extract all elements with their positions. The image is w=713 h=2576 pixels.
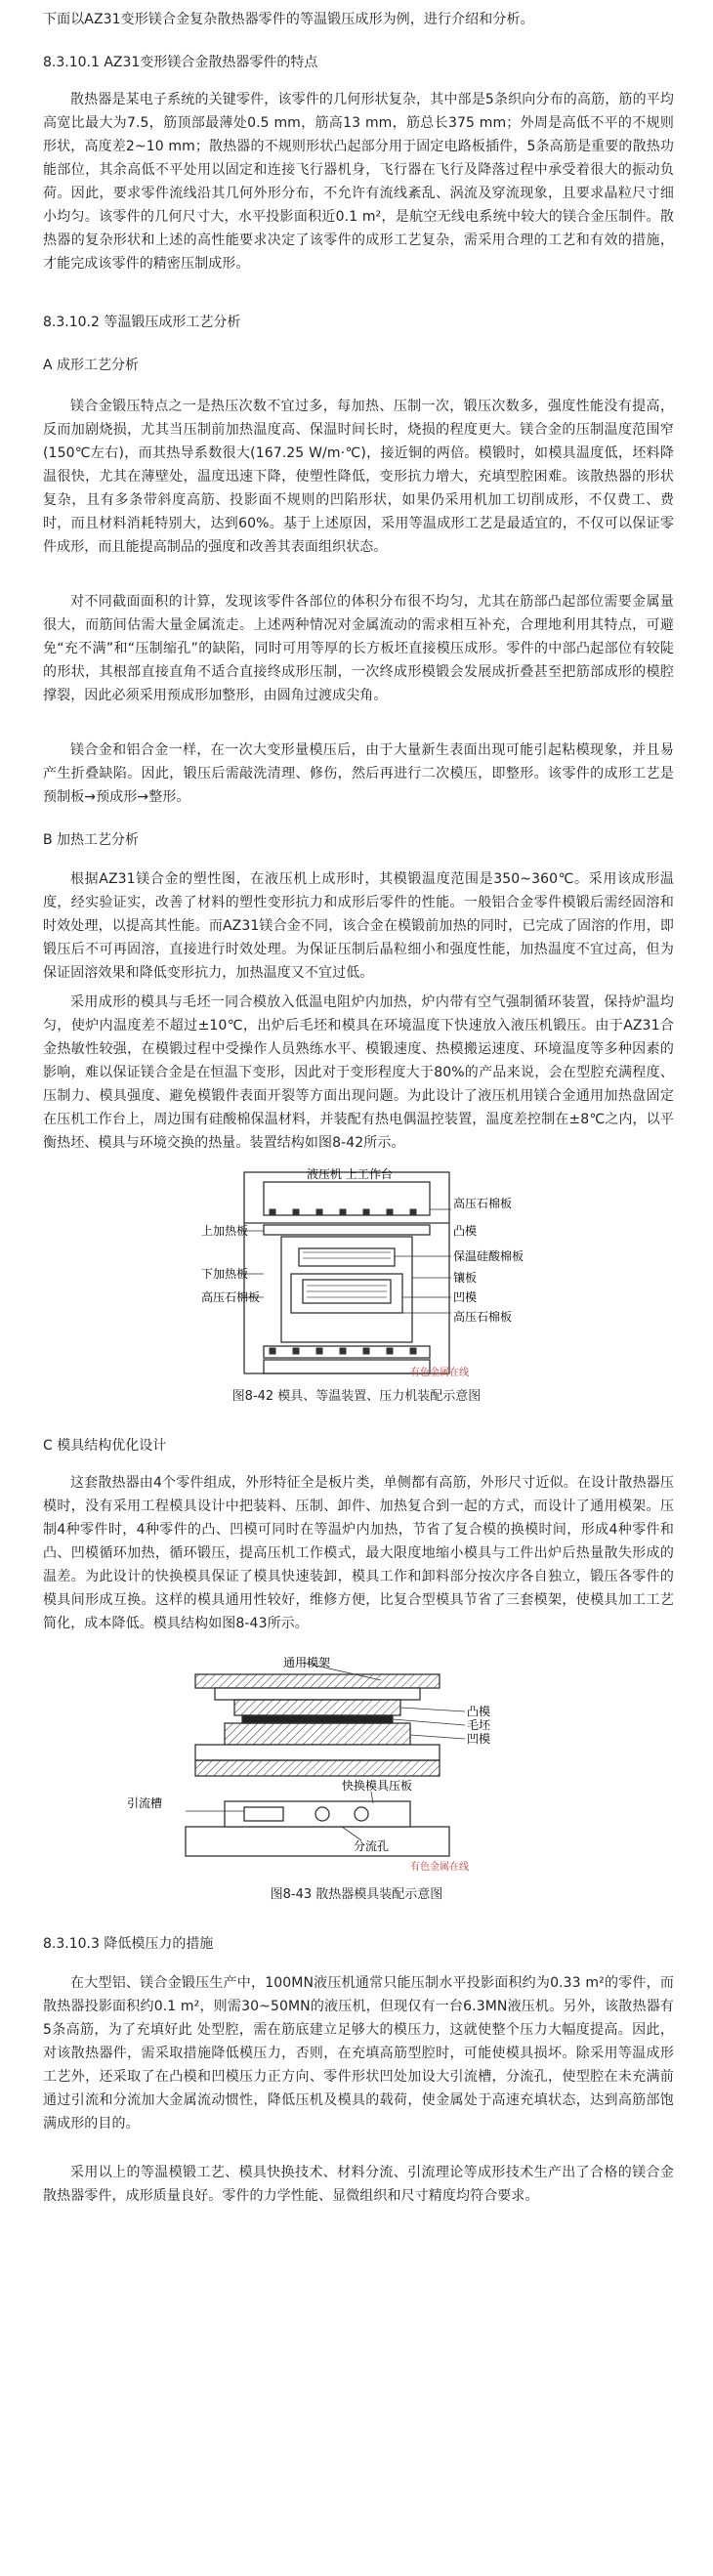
paragraph-forming-1: 镁合金锻压特点之一是热压次数不宜过多，每加热、压制一次，锻压次数多，强度性能没有提高，反而加剧烧损，尤其当压制前加热温度高、保温时间长时，烧损的程度更大。镁合金的压制温度范围窄(150℃左右)，而其热导系数很大(167.25 W/m·℃)，接近铜的两倍。模锻时，如模具温度低，坯料降温很快，尤其在薄壁处，温度迅速下降，使塑性降低，变形抗力增大，充填型腔困难。该散热器的形状复杂，且有多条带斜度高筋、投影面不规则的凹陷形状，如果仍采用机加工切削成形，不仅费工、费时，而且材料消耗特别大，达到60%。基于上述原因，采用等温成形工艺是最适宜的，不仅可以保证零件成形，而且能提高制品的强度和改善其表面组织状态。	[43, 399, 674, 555]
channel-groove	[244, 1807, 283, 1821]
paragraph-heating-1: 根据AZ31镁合金的塑性图，在液压机上成形时，其模锻温度范围是350~360℃。采用该成形温度，经实验证实，改善了材料的塑性变形抗力和成形后零件的性能。一般铝合金零件模锻后需经固溶和时效处理，以提高其性能。而AZ31镁合金不同，该合金在模锻前加热的同时，已完成了固溶的作用，即锻压后不可再固溶，直接进行时效处理。为保证压制后晶粒细小和强度性能，加热温度不宜过高，但为保证固溶效果和降低变形抗力，加热温度又不宜过低。	[43, 871, 674, 981]
paragraph-pressure-reduction: 在大型铝、镁合金锻压生产中，100MN液压机通常只能压制水平投影面积约为0.33 m²的零件，而散热器投影面积约0.1 m²，则需30~50MN的液压机，但现仅有一台6.3MN液压机。另外，该散热器有5条高筋，为了充填好此 处型腔，需在筋底建立足够大的模压力，这就使整个压力大幅度提高。因此，对该散热器件，需采取措施降低模压力，否则，在充填高筋型腔时，可能使模具损坏。除采用等温成形工艺外，还采取了在凸模和凹模压力正方向、零件形状凹处加设大引流槽，分流孔，使型腔在未充满前通过引流和分流加大金属流动惯性，降低压机及模具的载荷，使金属处于高速充填状态，达到高筋部饱满成形的目的。	[43, 1975, 674, 2132]
label-frame: 通用模架	[283, 1656, 331, 1669]
lower-platen	[264, 1360, 430, 1373]
subheading-heating-analysis: B 加热工艺分析	[43, 832, 140, 848]
section-heading-8-3-10-2: 8.3.10.2 等温锻压成形工艺分析	[43, 315, 241, 330]
paragraph-die-design: 这套散热器由4个零件组成，外形特征全是板片类，单侧都有高筋，外形尺寸近似。在设计散热器压模时，没有采用工程模具设计中把装料、压制、卸件、加热复合到一起的方式，而设计了通用模架。压制4种零件时，4种零件的凸、凹模可同时在等温炉内加热，节省了复合模的换模时间，形成4种零件和凸、凹模循环加热，循环锻压，提高压机工作模式，最大限度地缩小模具与工件出炉后热量散失形成的温差。为此设计的快换模具保证了模具快速装卸，模具工作和卸料部分按次序各自独立，锻压各零件的模具间形成互换。这样的模具通用性较好，维修方便，比复合型模具节省了三套模架，使模具加工工艺简化，成本降低。模具结构如图8-43所示。	[43, 1475, 674, 1631]
label-lower-heat-plate: 下加热板	[201, 1267, 249, 1281]
label-asbestos-right: 高压石棉板	[453, 1310, 513, 1324]
section-heading-8-3-10-1: 8.3.10.1 AZ31变形镁合金散热器零件的特点	[43, 55, 318, 70]
label-blank: 毛坯	[467, 1718, 491, 1732]
press-frame-outline	[244, 1172, 449, 1373]
label-upper-heat-plate: 上加热板	[201, 1224, 249, 1238]
punch-part	[234, 1700, 400, 1715]
label-asbestos-left: 高压石棉板	[201, 1290, 261, 1304]
label-die-sleeve: 镶板	[453, 1271, 478, 1285]
intro-paragraph: 下面以AZ31变形镁合金复杂散热器零件的等温锻压成形为例，进行介绍和分析。	[43, 12, 534, 27]
paragraph-heating-2: 采用成形的模具与毛坯一同合模放入低温电阻炉内加热，炉内带有空气强制循环装置，保持炉温均匀，使炉内温度差不超过±10℃，出炉后毛坯和模具在环境温度下快速放入液压机锻压。由于AZ31合金热敏性较强，在模锻过程中受操作人员熟练水平、模锻速度、热模搬运速度、环境温度等多种因素的影响，难以保证镁合金是在恒温下变形，因此对于变形程度大于80%的产品来说，会在型腔充满程度、压制力、模具强度、避免模锻件表面开裂等方面出现问题。为此设计了液压机用镁合金通用加热盘固定在压机工作台上，周边围有硅酸棉保温材料，并装配有热电偶温控装置，温度差控制在±8℃之内，以平衡热坯、模具与环境交换的热量。装置结构如图8-42所示。	[43, 994, 674, 1151]
upper-frame-plate	[195, 1674, 440, 1688]
section-heading-8-3-10-3: 8.3.10.3 降低模压力的措施	[43, 1936, 214, 1952]
label-punch: 凸模	[453, 1224, 478, 1238]
figure-8-43-caption: 图8-43 散热器模具装配示意图	[270, 1887, 443, 1902]
label-press-top: 液压机 上工作台	[307, 1167, 393, 1181]
label-split-hole: 分流孔	[354, 1839, 390, 1853]
figure-8-42-die-assembly	[201, 1164, 524, 1383]
paragraph-forming-2: 对不同截面面积的计算，发现该零件各部位的体积分布很不均匀，尤其在筋部凸起部位需要金属量很大，而筋间估需大量金属流走。上述两种情况对金属流动的需求相互补充，合理地利用其特点，可避免“充不满”和“压制缩孔”的缺陷，同时可用等厚的长方板坯直接模压成形。零件的中部凸起部位有较陡的形状，其根部直接直角不适合直接终成形压制，一次终成形模锻会发展成折叠甚至把筋部成形的模腔撑裂，因此必须采用预成形加整形，由圆角过渡成尖角。	[43, 594, 674, 703]
subheading-die-design: C 模具结构优化设计	[43, 1438, 167, 1454]
label-punch-2: 凸模	[467, 1705, 491, 1718]
paragraph-conclusion: 采用以上的等温模锻工艺、模具快换技术、材料分流、引流理论等成形技术生产出了合格的镁合金散热器零件，成形质量良好。零件的力学性能、显微组织和尺寸精度均符合要求。	[43, 2165, 674, 2204]
punch-block	[299, 1248, 395, 1266]
split-hole	[315, 1807, 329, 1821]
label-insulation: 保温硅酸棉板	[453, 1249, 524, 1263]
label-asbestos-right-top: 高压石棉板	[453, 1197, 513, 1210]
label-channel: 引流槽	[127, 1796, 163, 1810]
paragraph-forming-3: 镁合金和铝合金一样，在一次大变形量模压后，由于大量新生表面出现可能引起粘模现象，并且易产生折叠缺陷。因此，锻压后需敲洗清理、修伤，然后再进行二次模压，即整形。该零件的成形工艺是预制板→预成形→整形。	[43, 742, 674, 805]
label-quick-change: 快换模具压板	[342, 1779, 413, 1793]
paragraph-features: 散热器是某电子系统的关键零件，该零件的几何形状复杂，其中部是5条织向分布的高筋，筋的平均高宽比最大为7.5，筋顶部最薄处0.5 mm，筋高13 mm，筋总长375 mm；外周是高低不平的不规则形状，高度差2~10 mm；散热器的不规则形状凸起部分用于固定电路板插件，5条高筋是重要的散热功能部位，其余高低不平处用以固定和连接飞行器机身，飞行器在飞行及降落过程中承受着很大的振动负荷。因此，要求零件流线沿其几何外形分布，不允许有流线紊乱、涡流及穿流现象，且要求晶粒尺寸细小均匀。该零件的几何尺寸大，水平投影面积近0.1 m²，是航空无线电系统中较大的镁合金压制件。散热器的复杂形状和上述的高性能要求决定了该零件的成形工艺复杂，需采用合理的工艺和有效的措施，才能完成该零件的精密压制成形。	[43, 92, 674, 272]
watermark-1: 有色金属在线	[410, 1368, 469, 1378]
upper-platen	[264, 1182, 430, 1215]
watermark-2: 有色金属在线	[410, 1862, 469, 1873]
blank-part	[242, 1715, 393, 1723]
figure-8-42-caption: 图8-42 模具、等温装置、压力机装配示意图	[231, 1389, 482, 1404]
die-part	[225, 1723, 410, 1745]
label-die: 凹模	[453, 1290, 478, 1304]
subheading-forming-analysis: A 成形工艺分析	[43, 358, 140, 373]
lower-frame-plate	[195, 1760, 440, 1776]
label-die-2: 凹模	[467, 1732, 491, 1746]
figure-8-43-die-structure	[127, 1655, 586, 1874]
